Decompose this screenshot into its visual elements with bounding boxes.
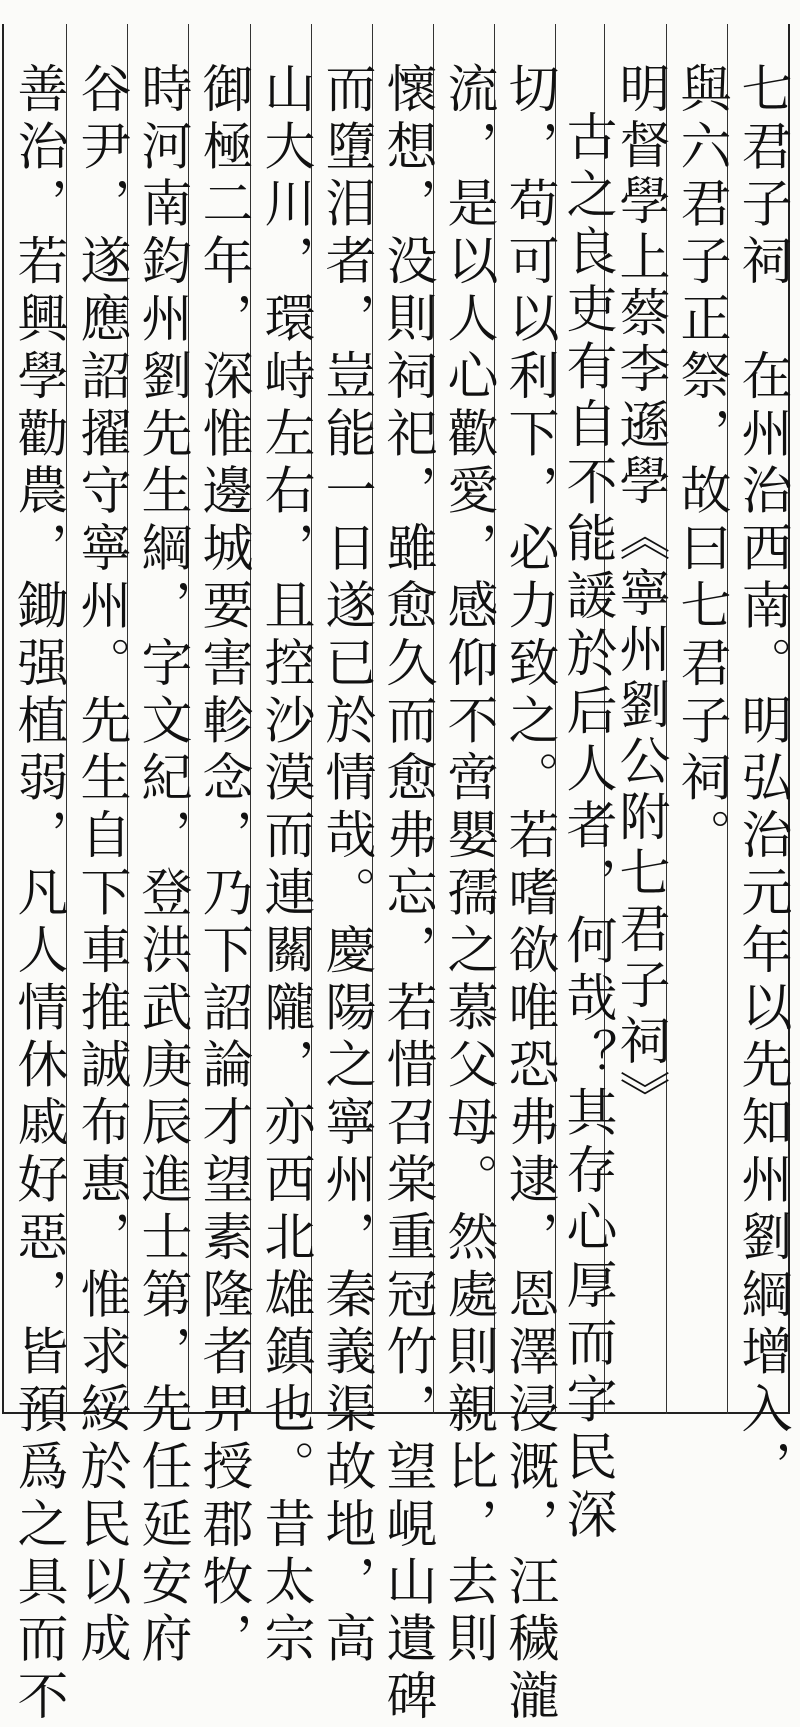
text-column: 流，是以人心歡愛，感仰不啻嬰孺之慕父母。然處則親比，去則	[438, 62, 497, 1670]
text-column: 七君子祠 在州治西南。明弘治元年以先知州劉綱增入，	[732, 62, 791, 1497]
text-column: 懷想，没則祠祀，雖愈久而愈弗忘，若惜召棠重冠竹，望峴山遺碑	[377, 62, 436, 1727]
text-column: 與六君子正祭，故曰七君子祠。	[671, 62, 730, 866]
text-column-title: 明督學上蔡李遜學《寧州劉公附七君子祠》	[610, 62, 669, 1126]
text-column: 時河南鈞州劉先生綱，字文紀，登洪武庚辰進士第，先任延安府	[132, 62, 191, 1670]
text-column: 而墮泪者，豈能一日遂已於情哉。慶陽之寧州，秦義渠故地，高	[316, 62, 375, 1670]
text-column: 切，苟可以利下，必力致之。若嗜欲唯恐弗逮，恩澤浸溉，汪穢瀧	[499, 62, 558, 1727]
text-column: 善治，若興學勸農，鋤强植弱，凡人情休戚好惡，皆預爲之具而不	[8, 62, 67, 1727]
text-column: 山大川，環峙左右，且控沙漠而連關隴，亦西北雄鎮也。昔太宗	[255, 62, 314, 1670]
text-column: 御極二年，深惟邊城要害軫念，乃下詔論才望素隆者畀授郡牧，	[193, 62, 252, 1670]
text-column: 谷尹，遂應詔擢守寧州。先生自下車推誠布惠，惟求綏於民以成	[71, 62, 130, 1670]
text-column: 古之良吏有自不能諼於后人者，何哉？其存心厚而字民深	[557, 110, 616, 1545]
